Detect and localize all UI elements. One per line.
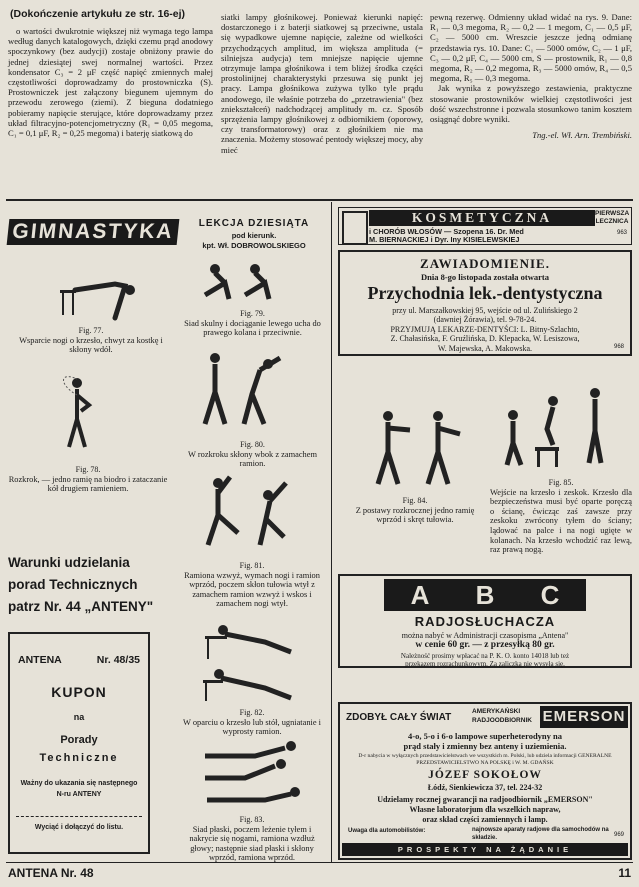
coupon-issue: Nr. 48/35	[96, 654, 140, 666]
coupon-valid: Ważny do ukazania się następnego N-ru ANTENY	[20, 780, 138, 798]
dental-line-2: przy ul. Marszałkowskiej 95, wejście od ul. Zulińskiego 2	[392, 306, 578, 315]
coupon-na: na	[73, 712, 85, 722]
dental-title: ZAWIADOMIENIE.	[420, 256, 550, 271]
conditions-block	[8, 552, 168, 618]
figure-82-caption: Fig. 82. W oparciu o krzesło lub stół, ugniatanie i wyprosty ramion.	[183, 708, 321, 737]
abc-letter-b: B	[475, 580, 495, 610]
figure-85-illustration	[495, 385, 615, 470]
emerson-line-3: D-r nabycia w wyłącznych przedstawicielstwach we wszystkich m. Polski, lub udziela informacji GENERALNE PRZEDSTAWICIELSTWO NA POLSKĘ i W. M. GDAŃSK	[358, 753, 612, 766]
article-column-3: pewną rezerwę. Odmienny układ widać na rys. 9. Dane: R₁ — 0,3 megoma, R₂ — 0,2 — 1 megom, C₁ — 0,5 μF, C₂ — 5000 cm. Wreszcie jeszcze jedną odmianę przedstawia rys. 10. Dane: C₁ — 5000 omów, C₂ — 1 μF, C₃ — 0,2 μF, C₄ — 5000 cm, S — prostownik, R₁ — 0,8 megoma, R₂ — 0,2 megoma, R₃ — 5000 omów, R₄ — 0,5 megoma, R₅ — 0,3 megoma. Jak wynika z powyższego zestawienia, praktyczne stosowanie prostowników wielkiej częstotliwości jest dość wszechstronne i pozwala stosunkowo tanim kosztem osiągnąć dobre wyniki. Tng.-el. Wł. Arn. Trembiński.	[430, 12, 632, 141]
cosmetic-line-3: M. BIERNACKIEJ i Dyr. Iny KISIELEWSKIEJ	[369, 235, 520, 244]
gym-instructor: kpt. Wł. DOBROWOLSKIEGO	[202, 241, 306, 250]
figure-81-illustration	[190, 475, 300, 550]
conditions-line-3: patrz Nr. 44 „ANTENY"	[8, 599, 154, 614]
emerson-amer: AMERYKAŃSKI	[472, 708, 521, 715]
dental-line-3: (dawniej Żórawia), tel. 9-78-24.	[433, 315, 537, 324]
dental-big: Przychodnia lek.-dentystyczna	[367, 283, 603, 303]
figure-84-caption: Fig. 84. Z postawy rozkrocznej jedno ramię wprzód i skręt tułowia.	[355, 496, 475, 525]
emerson-addr: Łódź, Sienkiewicza 37, tel. 224-32	[427, 783, 543, 792]
gym-banner: GIMNASTYKA	[7, 219, 180, 245]
figure-80-illustration	[190, 350, 290, 430]
abc-line-4: przekazem rozrachunkowym. Za zaliczką nie wysyła się.	[405, 660, 565, 668]
coupon-box[interactable]	[8, 632, 150, 854]
dental-ad	[338, 250, 632, 356]
emerson-auto-2: najnowsze aparaty radjowe dla samochodów na składzie.	[472, 827, 609, 841]
figure-78-illustration	[55, 375, 105, 455]
coupon-cut-line	[16, 816, 142, 817]
emerson-line-2: prąd stały i zmienny bez anteny i uziemienia.	[403, 741, 567, 751]
footer-rule	[6, 862, 633, 863]
figure-85-caption: Fig. 85. Wejście na krzesło i zeskok. Krzesło dla bezpieczeństwa musi być oparte poręczą o ścianę, ćwicząc zaś zawsze przy zeskoku zwrócony tyłem do ściany; lądować na palce i na nogi ugięte w kolanach. Na krzesło wchodzić raz lewą, raz prawą nogą.	[490, 478, 632, 555]
footer-page-number: 11	[618, 866, 631, 880]
emerson-line-4: Udzielamy rocznej gwarancji na radjoodbiornik „EMERSON"	[377, 795, 593, 804]
coupon-porady: Porady	[60, 734, 98, 746]
dental-line-5: Z. Chałasińska, F. Gruźlińska, D. Klepacka, W. Lesiszowa,	[390, 334, 580, 343]
figure-79-illustration	[195, 255, 285, 305]
article-column-2: siatki lampy głośnikowej. Ponieważ kierunki napięć: dostarczonego i z baterji siatkowej są przeciwne, ustala się wypadkowe ujemne napięcie, zależne od wielkości przychodzących amplitud, im większa amplituda (= silniejsza audycja) tem mniejsze napięcie ujemne otrzymuje lampa głośnikowa i tem bliżej środka części prostolinijnej charakterystyki przesuwa się punkt jej pracy. Lampa głośnikowa zużywa tylko tyle prądu anodowego, ile właśnie potrzeba do „przetrawienia" (bez zniekształceń) nadchodzącej amplitudy m. cz. Sposób sprzężenia lampy głośnikowej z odbiornikiem (oporowy, czy transformatorowy) oraz z głośnikiem nie ma znaczenia. Możemy stosować pentody większej mocy, aby mieć	[221, 12, 423, 155]
emerson-auto-1: Uwaga dla automobilistów:	[348, 828, 426, 834]
emerson-odb: RADJOODBIORNIK	[472, 717, 532, 724]
coupon-brand: ANTENA	[18, 654, 62, 666]
gym-under: pod kierunk.	[231, 231, 277, 240]
dental-line-4: PRZYJMUJĄ LEKARZE-DENTYŚCI: L. Bitny-Szlachto,	[390, 325, 580, 334]
cosmetic-ad	[338, 207, 632, 245]
footer-issue: ANTENA Nr. 48	[8, 866, 94, 880]
cosmetic-num: 963	[617, 230, 628, 236]
dental-line-1: Dnia 8-go listopada została otwarta	[421, 272, 549, 282]
article-heading: (Dokończenie artykułu ze str. 16-ej)	[10, 8, 186, 20]
figure-78-caption: Fig. 78. Rozkrok, — jedno ramię na biodro i zataczanie kół drugiem ramieniem.	[8, 465, 168, 494]
dental-line-6: W. Majewska, A. Makowska.	[437, 344, 533, 353]
figure-79-caption: Fig. 79. Siad skulny i dociąganie lewego ucha do prawego kolana i przeciwnie.	[184, 309, 321, 338]
emerson-brand: EMERSON	[540, 706, 628, 728]
emerson-dealer: JÓZEF SOKOŁOW	[428, 769, 542, 781]
abc-line-1: można nabyć w Administracji czasopisma „Antena"	[401, 631, 569, 640]
emerson-num: 969	[613, 832, 624, 838]
abc-line-2: w cenie 60 gr. — z przesyłką 80 gr.	[415, 640, 555, 650]
emerson-footer: PROSPEKTY NA ŻĄDANIE	[342, 843, 628, 856]
coupon-technical: Techniczne	[39, 752, 119, 764]
figure-83-illustration	[195, 738, 305, 808]
cosmetic-logo-icon	[342, 211, 368, 245]
abc-letter-a: A	[410, 580, 430, 610]
emerson-line-6: oraz skład części zamiennych i lamp.	[422, 815, 548, 824]
figure-83-caption: Fig. 83. Siad płaski, poczem leżenie tyłem i nakrycie się nogami, ramiona wzdłuż głowy; następnie siad płaski i skłony wprzód, ramiona wprzód.	[189, 815, 315, 863]
article-column-1: o wartości dwukrotnie większej niż wymaga tego lampa według danych katalogowych, dzięki czemu prąd anodowy spoczynkowy (bez audycji) zostaje obniżony prawie do jednej dziesiątej swej normalnej wartości. Przez kondensator C₃ = 2 μF część napięć zmiennych małej częstotliwości doprowadzamy do prostowniczka (S). Prostowniczek jest załączony biegunem ujemnym do przewodu zerowego (ziemi). Z bieguna dodatniego pobieramy napięcie sterujące, które doprowadzamy przez układ filtracyjno-potencjometryczny (R₁ = 0,05 megoma, C₁ = 0,1 μF, R₂ = 0,25 megoma) i baterję siatkową do	[8, 26, 213, 139]
emerson-line-5: Własne laboratorjum dla wszelkich napraw,	[409, 805, 561, 814]
figure-80-caption: Fig. 80. W rozkroku skłony wbok z zamachem ramion.	[188, 440, 317, 469]
conditions-line-2: porad Technicznych	[8, 577, 138, 592]
article-author: Tng.-el. Wł. Arn. Trembiński.	[532, 130, 632, 141]
figure-77-caption: Fig. 77. Wsparcie nogi o krzesło, chwyt za kostkę i skłony wdół.	[19, 326, 163, 355]
coupon-title: KUPON	[51, 684, 107, 700]
cosmetic-clinic: LECZNICA	[595, 218, 629, 225]
section-divider	[6, 199, 633, 201]
figure-81-caption: Fig. 81. Ramiona wzwyż, wymach nogi i ramion wprzód, poczem skłon tułowia wtył z zamachem ramion wzwyż i wskos i zamachem nogi wtył.	[184, 561, 320, 609]
abc-letter-c: C	[540, 580, 560, 610]
abc-line-3: Należność prosimy wpłacać na P. K. O. konto 14018 lub też	[400, 652, 570, 660]
dental-num: 968	[613, 344, 624, 350]
conditions-line-1: Warunki udzielania	[8, 555, 130, 570]
emerson-ad	[338, 702, 632, 860]
coupon-cut-note: Wyciąć i dołączyć do listu.	[34, 824, 124, 831]
figure-77-illustration	[55, 262, 145, 322]
gym-lesson: LEKCJA DZIESIĄTA	[198, 218, 310, 229]
abc-ad	[338, 574, 632, 668]
cosmetic-first: PIERWSZA	[595, 210, 630, 217]
figure-84-illustration	[360, 408, 470, 488]
cosmetic-line-2: i CHORÓB WŁOSÓW — Szopena 16. Dr. Med	[369, 227, 524, 236]
emerson-head: ZDOBYŁ CAŁY ŚWIAT	[346, 712, 452, 723]
figure-82-illustration	[195, 618, 305, 703]
cosmetic-title: KOSMETYCZNA	[369, 210, 595, 226]
emerson-line-1: 4-o, 5-o i 6-o lampowe superheterodyny na	[407, 731, 563, 741]
abc-title: RADJOSŁUCHACZA	[414, 614, 556, 629]
column-divider	[331, 202, 332, 862]
